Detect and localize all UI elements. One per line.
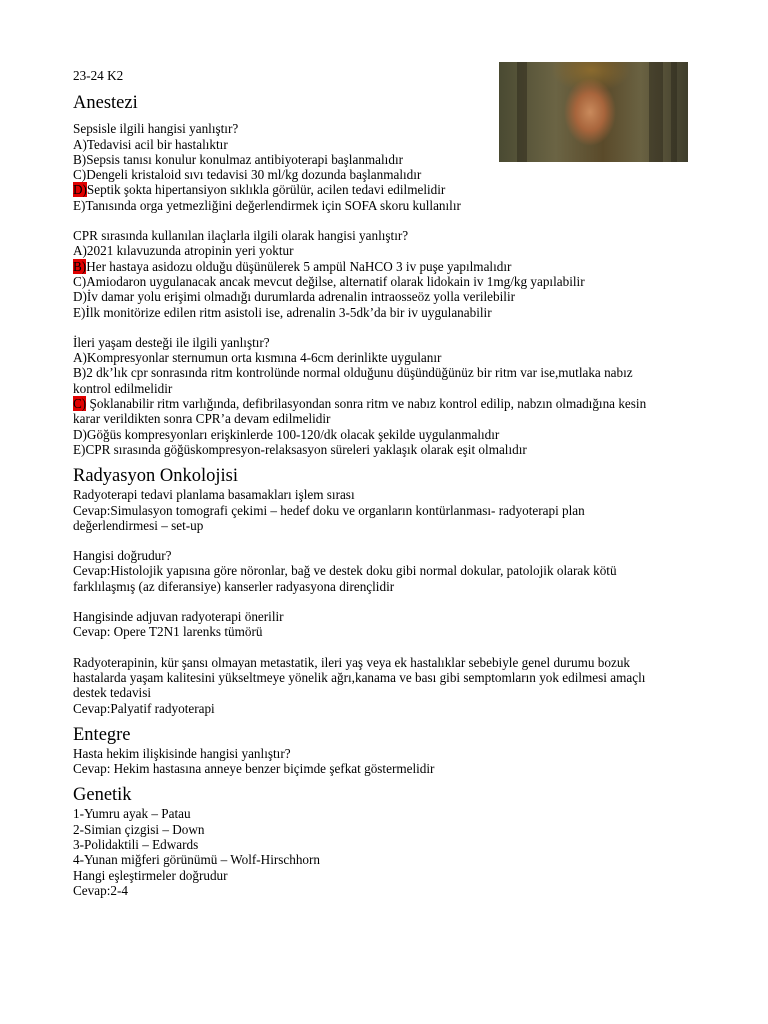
question-text: Radyoterapinin, kür şansı olmayan metastatik, ileri yaş veya ek hastalıklar sebebiyle genel durumu bozuk bbox=[73, 654, 631, 670]
option-text: kontrol edilmelidir bbox=[73, 380, 173, 396]
option-text: Her hastaya asidozu olduğu düşünülerek 5 ampül NaHCO 3 iv puşe yapılmalıdır bbox=[86, 258, 512, 274]
section-title-anestezi: Anestezi bbox=[73, 93, 138, 114]
option-text: E)İlk monitörize edilen ritm asistoli ise, adrenalin 3-5dk’da bir iv uygulanabilir bbox=[73, 304, 492, 320]
option-text: A)Kompresyonlar sternumun orta kısmına 4-6cm derinlikte uygulanır bbox=[73, 350, 442, 366]
question-text: Sepsisle ilgili hangisi yanlıştır? bbox=[73, 121, 239, 137]
option-text: A)2021 kılavuzunda atropinin yeri yoktur bbox=[73, 243, 294, 259]
question-text: İleri yaşam desteği ile ilgili yanlıştır? bbox=[73, 334, 270, 350]
option-text: B)2 dk’lık cpr sonrasında ritm kontrolünde normal olduğunu düşündüğünüz bir ritm var ise,mutlaka nabız bbox=[73, 365, 633, 381]
option-text: Şoklanabilir ritm varlığında, defibrilasyondan sonra ritm ve nabız kontrol edilip, nabzın olmadığına kesin bbox=[86, 396, 647, 412]
document-body bbox=[73, 68, 693, 898]
answer-text: Cevap: Hekim hastasına anneye benzer biçimde şefkat göstermelidir bbox=[73, 761, 435, 777]
section-title-radyasyon: Radyasyon Onkolojisi bbox=[73, 466, 238, 487]
option-text: D)İv damar yolu erişimi olmadığı durumlarda adrenalin intraosseöz yolla verilebilir bbox=[73, 289, 516, 305]
answer-highlight: C) bbox=[73, 396, 87, 412]
question-text: Radyoterapi tedavi planlama basamakları işlem sırası bbox=[73, 487, 355, 503]
question-text: Hangi eşleştirmeler doğrudur bbox=[73, 867, 228, 883]
option-row bbox=[73, 259, 693, 274]
option-text: D)Göğüs kompresyonları erişkinlerde 100-120/dk olacak şekilde uygulanmalıdır bbox=[73, 426, 500, 442]
list-item: 1-Yumru ayak – Patau bbox=[73, 806, 191, 822]
option-text: E)Tanısında orga yetmezliğini değerlendirmek için SOFA skoru kullanılır bbox=[73, 197, 461, 213]
answer-text: Cevap:Palyatif radyoterapi bbox=[73, 700, 215, 716]
answer-text: Cevap:Simulasyon tomografi çekimi – hedef doku ve organların kontürlanması- radyoterapi plan bbox=[73, 502, 585, 518]
list-item: 3-Polidaktili – Edwards bbox=[73, 836, 199, 852]
answer-text: Cevap:Histolojik yapısına göre nöronlar, bağ ve destek doku gibi normal dokular, patolojik olarak kötü bbox=[73, 563, 617, 579]
option-row bbox=[73, 182, 693, 197]
option-text: A)Tedavisi acil bir hastalıktır bbox=[73, 136, 228, 152]
option-text: C)Amiodaron uygulanacak ancak mevcut değilse, alternatif olarak lidokain iv 1mg/kg yapılabilir bbox=[73, 273, 585, 289]
question-text: Hangisi doğrudur? bbox=[73, 548, 172, 564]
option-text: E)CPR sırasında göğüskompresyon-relaksasyon süreleri yaklaşık olarak eşit olmalıdır bbox=[73, 441, 527, 457]
question-text: Hasta hekim ilişkisinde hangisi yanlıştır? bbox=[73, 745, 291, 761]
answer-text: Cevap: Opere T2N1 larenks tümörü bbox=[73, 624, 263, 640]
answer-highlight: B) bbox=[73, 258, 87, 274]
option-text: Septik şokta hipertansiyon sıklıkla görülür, acilen tedavi edilmelidir bbox=[86, 182, 446, 198]
question-text: hastalarda yaşam kalitesini yükseltmeye yönelik ağrı,kanama ve bası gibi semptomların yok edilmesi amaçlı bbox=[73, 669, 646, 685]
answer-text: farklılaşmış (az diferansiye) kanserler radyasyona dirençlidir bbox=[73, 578, 395, 594]
question-text: CPR sırasında kullanılan ilaçlarla ilgili olarak hangisi yanlıştır? bbox=[73, 228, 409, 244]
option-text: C)Dengeli kristaloid sıvı tedavisi 30 ml/kg dozunda başlanmalıdır bbox=[73, 167, 422, 183]
answer-text: değerlendirmesi – set-up bbox=[73, 517, 204, 533]
section-title-genetik: Genetik bbox=[73, 785, 132, 806]
list-item: 2-Simian çizgisi – Down bbox=[73, 821, 205, 837]
option-text: karar verildikten sonra CPR’a devam edilmelidir bbox=[73, 411, 331, 427]
question-text: destek tedavisi bbox=[73, 685, 152, 701]
option-row bbox=[73, 396, 693, 411]
list-item: 4-Yunan miğferi görünümü – Wolf-Hirschhorn bbox=[73, 852, 321, 868]
answer-highlight: D) bbox=[73, 182, 87, 198]
option-text: B)Sepsis tanısı konulur konulmaz antibiyoterapi başlanmalıdır bbox=[73, 151, 403, 167]
doc-code: 23-24 K2 bbox=[73, 68, 124, 83]
section-title-entegre: Entegre bbox=[73, 724, 131, 745]
answer-text: Cevap:2-4 bbox=[73, 882, 128, 898]
question-text: Hangisinde adjuvan radyoterapi önerilir bbox=[73, 609, 284, 625]
